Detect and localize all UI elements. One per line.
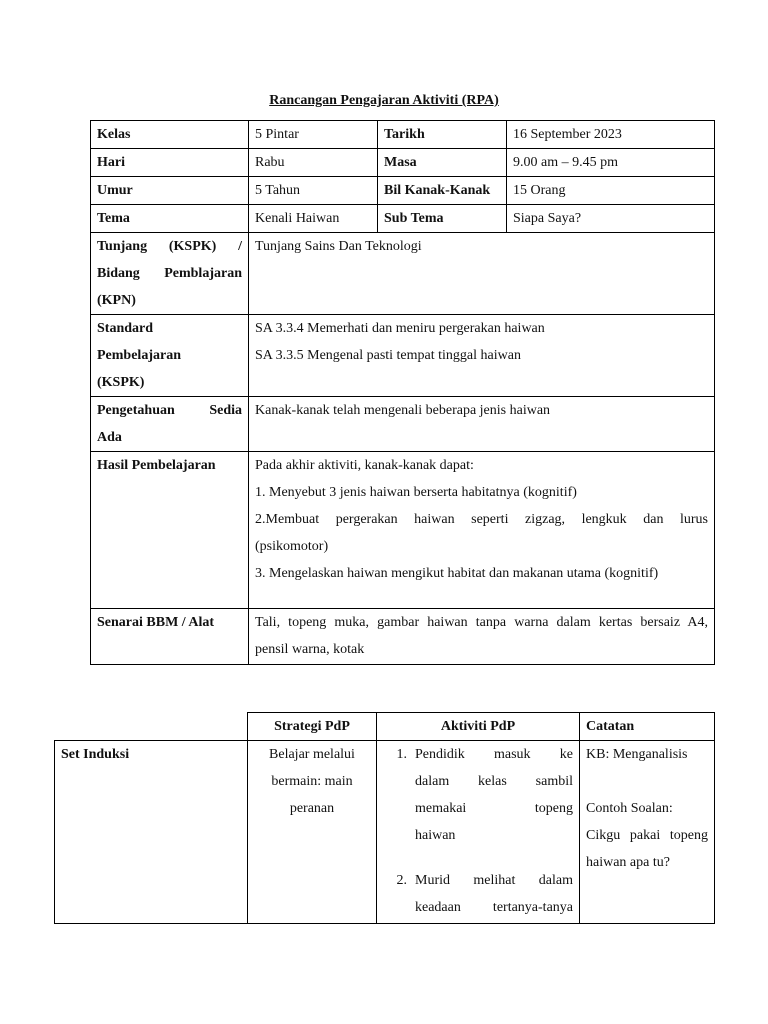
tema-value: Kenali Haiwan [249, 205, 378, 233]
bil-kanak-label: Bil Kanak-Kanak [378, 177, 507, 205]
sub-tema-value: Siapa Saya? [507, 205, 715, 233]
header-blank [55, 713, 248, 741]
kelas-label: Kelas [91, 121, 249, 149]
hasil-label: Hasil Pembelajaran [91, 452, 249, 609]
rpa-plan-table [54, 712, 715, 924]
standard-value: SA 3.3.4 Memerhati dan meniru pergerakan haiwan SA 3.3.5 Mengenal pasti tempat tinggal haiwan [249, 315, 715, 397]
pengetahuan-label: Pengetahuan Sedia Ada [91, 397, 249, 452]
standard-label: Standard Pembelajaran (KSPK) [91, 315, 249, 397]
pengetahuan-value: Kanak-kanak telah mengenali beberapa jenis haiwan [249, 397, 715, 452]
catatan-cell: KB: Menganalisis Contoh Soalan: Cikgu pakai topeng haiwan apa tu? [580, 741, 715, 924]
umur-label: Umur [91, 177, 249, 205]
strategi-cell: Belajar melalui bermain: main peranan [248, 741, 377, 924]
bil-kanak-value: 15 Orang [507, 177, 715, 205]
aktiviti-cell [377, 741, 580, 924]
rpa-info-table [90, 120, 715, 665]
aktiviti-list [383, 741, 573, 921]
set-induksi-label: Set Induksi [55, 741, 248, 924]
tarikh-label: Tarikh [378, 121, 507, 149]
kelas-value: 5 Pintar [249, 121, 378, 149]
tunjang-label: Tunjang (KSPK) / Bidang Pemblajaran (KPN) [91, 233, 249, 315]
tema-label: Tema [91, 205, 249, 233]
list-item: 2. Murid melihat dalam keadaan tertanya-tanya [396, 873, 573, 915]
header-catatan: Catatan [580, 713, 715, 741]
hari-value: Rabu [249, 149, 378, 177]
document-title: Rancangan Pengajaran Aktiviti (RPA) [269, 93, 499, 108]
hasil-value: Pada akhir aktiviti, kanak-kanak dapat: 1. Menyebut 3 jenis haiwan berserta habitatnya (kognitif) 2.Membuat pergerakan haiwan seperti zigzag, lengkuk dan lurus (psikomotor) 3. Mengelaskan haiwan mengikut habitat dan makanan utama (kognitif) [249, 452, 715, 609]
header-aktiviti: Aktiviti PdP [377, 713, 580, 741]
hari-label: Hari [91, 149, 249, 177]
bbm-label: Senarai BBM / Alat [91, 609, 249, 665]
tunjang-value: Tunjang Sains Dan Teknologi [249, 233, 715, 315]
list-item: 1. Pendidik masuk ke dalam kelas sambil memakai topeng haiwan [396, 747, 573, 843]
masa-label: Masa [378, 149, 507, 177]
bbm-value: Tali, topeng muka, gambar haiwan tanpa warna dalam kertas bersaiz A4, pensil warna, kotak [249, 609, 715, 665]
tarikh-value: 16 September 2023 [507, 121, 715, 149]
masa-value: 9.00 am – 9.45 pm [507, 149, 715, 177]
header-strategi: Strategi PdP [248, 713, 377, 741]
sub-tema-label: Sub Tema [378, 205, 507, 233]
umur-value: 5 Tahun [249, 177, 378, 205]
